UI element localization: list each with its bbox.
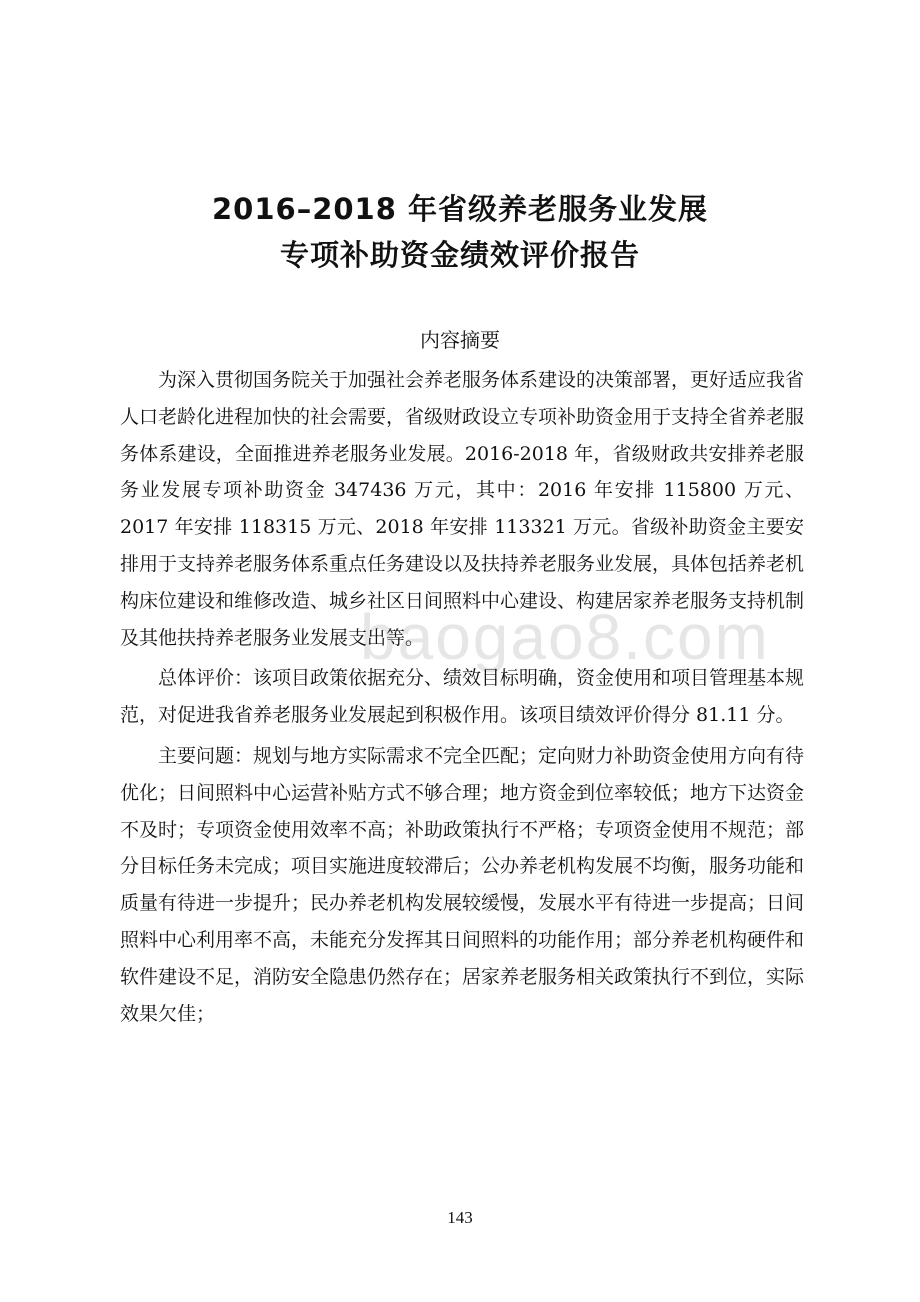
report-title: [0, 186, 920, 278]
paragraph-overall-evaluation: 总体评价：该项目政策依据充分、绩效目标明确，资金使用和项目管理基本规范，对促进我省养老服务业发展起到积极作用。该项目绩效评价得分 81.11 分。: [120, 667, 805, 727]
title-line-1: 2016–2018 年省级养老服务业发展: [211, 192, 709, 226]
title-line-2: 专项补助资金绩效评价报告: [279, 238, 640, 272]
section-heading: 内容摘要: [420, 328, 500, 352]
paragraph-overview: 为深入贯彻国务院关于加强社会养老服务体系建设的决策部署，更好适应我省人口老龄化进程加快的社会需要，省级财政设立专项补助资金用于支持全省养老服务体系建设，全面推进养老服务业发展。2016-2018 年，省级财政共安排养老服务业发展专项补助资金 347436 万元，其中：2016 年安排 115800 万元、2017 年安排 118315 万元、2018 年安排 113321 万元。省级补助资金主要安排用于支持养老服务体系重点任务建设以及扶持养老服务业发展，具体包括养老机构床位建设和维修改造、城乡社区日间照料中心建设、构建居家养老服务支持机制及其他扶持养老服务业发展支出等。: [120, 369, 805, 649]
paragraph-main-problems: 主要问题：规划与地方实际需求不完全匹配；定向财力补助资金使用方向有待优化；日间照料中心运营补贴方式不够合理；地方资金到位率较低；地方下达资金不及时；专项资金使用效率不高；补助政策执行不严格；专项资金使用不规范；部分目标任务未完成；项目实施进度较滞后；公办养老机构发展不均衡，服务功能和质量有待进一步提升；民办养老机构发展较缓慢，发展水平有待进一步提高；日间照料中心利用率不高，未能充分发挥其日间照料的功能作用；部分养老机构硬件和软件建设不足，消防安全隐患仍然存在；居家养老服务相关政策执行不到位，实际效果欠佳；: [120, 744, 805, 1025]
page-number: 143: [447, 1208, 473, 1227]
body-text: [120, 362, 804, 1036]
watermark: baogao8.com: [360, 601, 770, 673]
